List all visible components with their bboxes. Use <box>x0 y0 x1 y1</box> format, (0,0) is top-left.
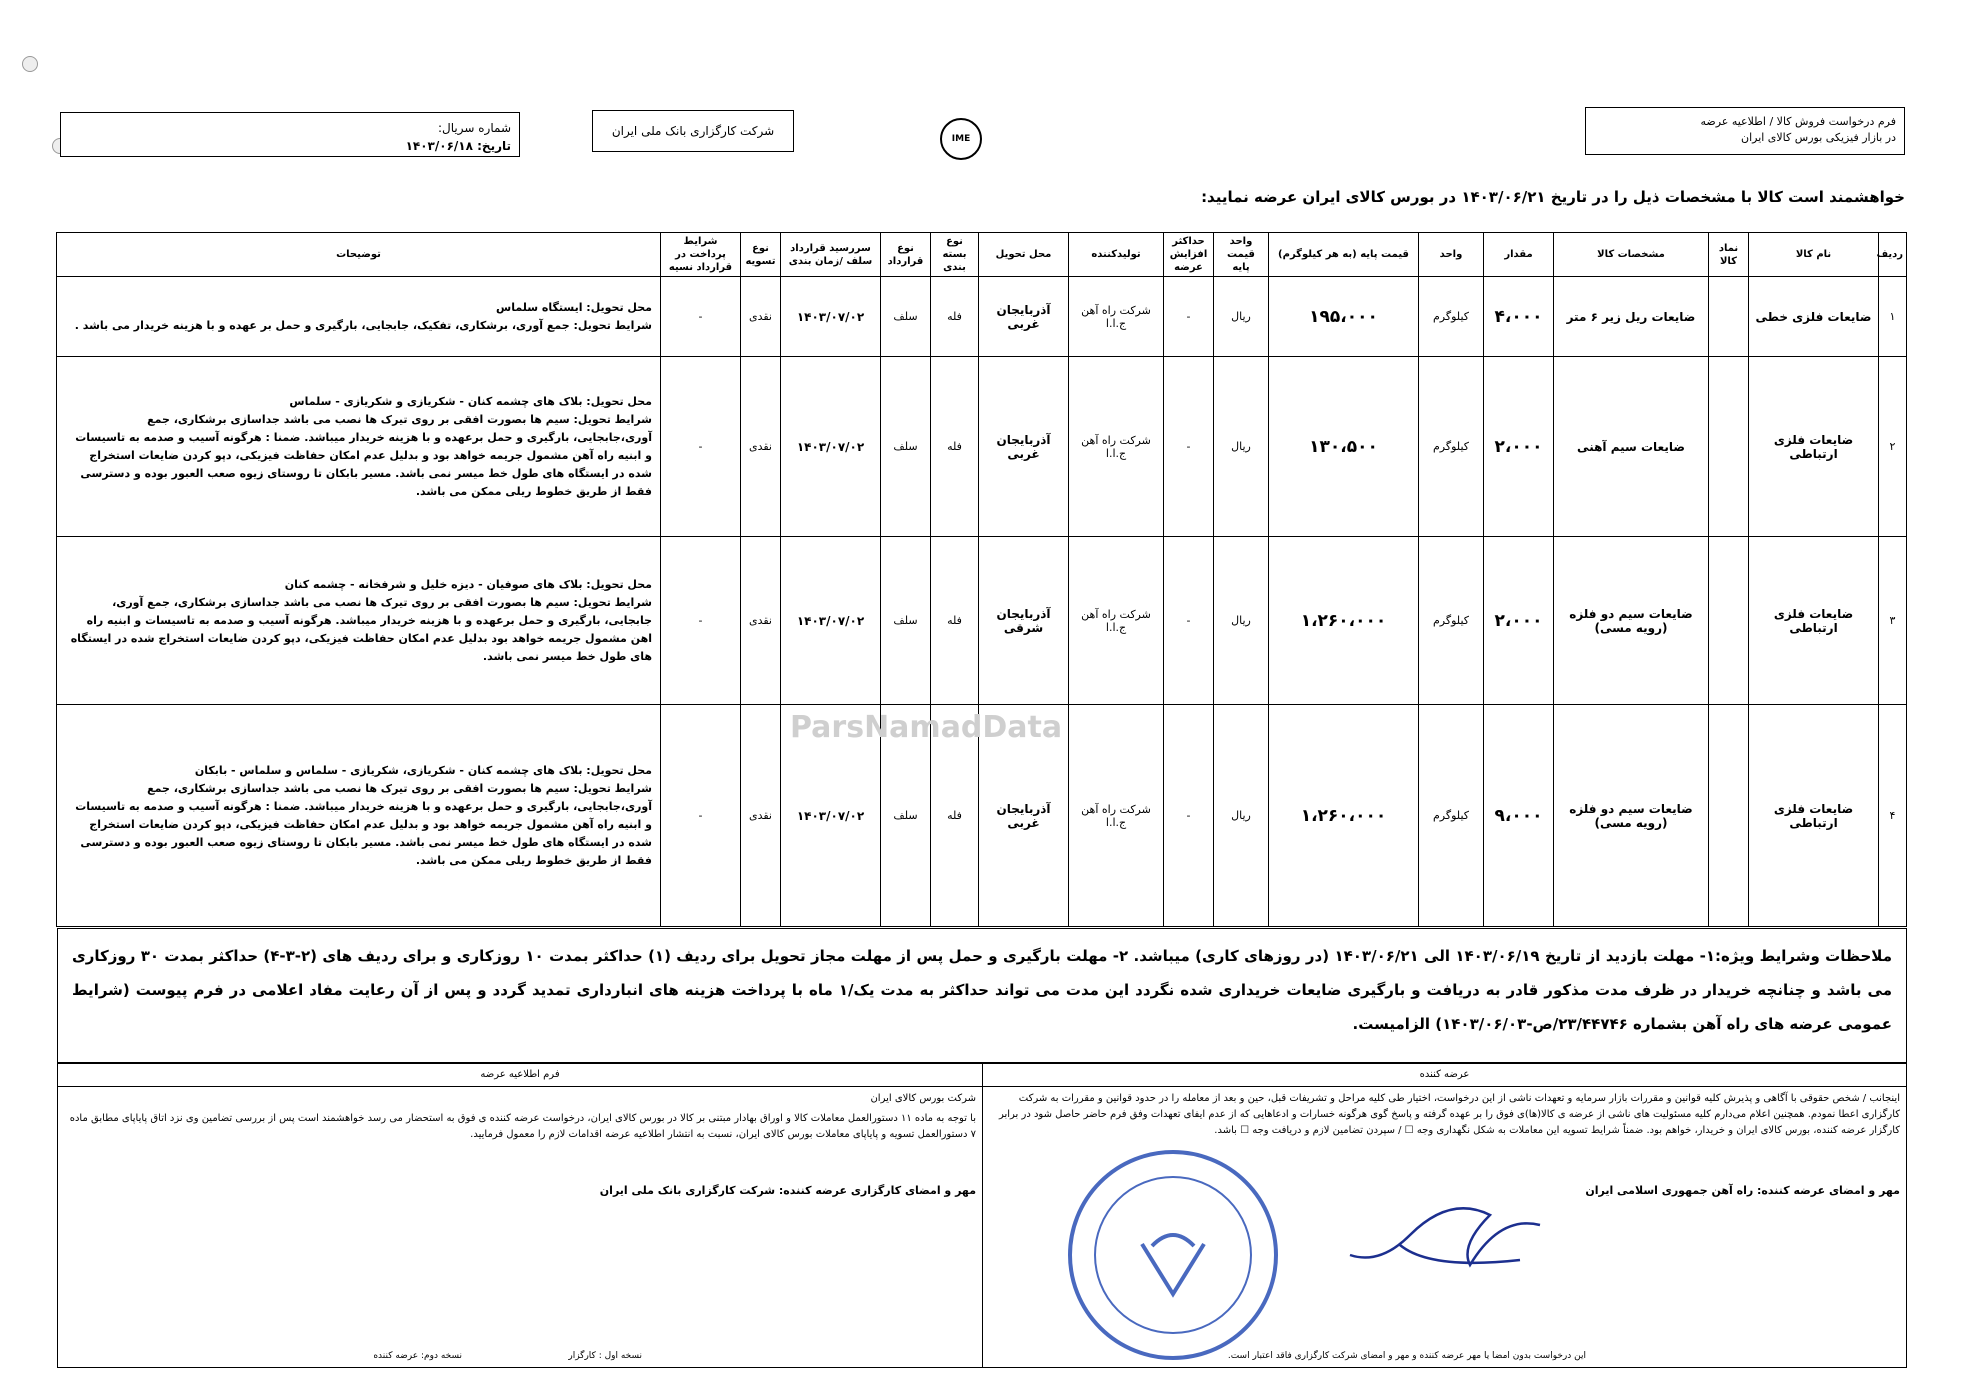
cell-no: ۲ <box>1879 357 1907 537</box>
column-header: نوع بسته بندی <box>931 233 979 277</box>
column-header: واحد <box>1419 233 1484 277</box>
cell-qty: ۲،۰۰۰ <box>1484 537 1554 705</box>
cell-delivery: آذربایجان غربی <box>979 277 1069 357</box>
column-header: نماد کالا <box>1709 233 1749 277</box>
cell-desc: محل تحویل: بلاک های چشمه کنان - شکریازی و شکریازی - سلماس شرایط تحویل: سیم ها بصورت افقی بر روی تیرک ها نصب می باشد جداسازی برشکاری، جمع آوری،جابجایی، بارگیری و حمل برعهده و با هزینه خریدار میباشد. ضمنا : هرگونه آسیب و صدمه به تاسیسات و ابنیه راه آهن مشمول جریمه خواهد بود و بدلیل عدم امکان حفاظت فیزیکی، دپو کردن ضایعات استخراج شده در ایستگاه های طول خط میسر نمی باشد. مسیر بابکان تا روستای زیوه صعب العبور بوده و دسترسی فقط از طریق خطوط ریلی ممکن می باشد. <box>57 357 661 537</box>
cell-spec: ضایعات سیم دو فلزه (رویه مسی) <box>1554 705 1709 927</box>
cell-spec: ضایعات سیم آهنی <box>1554 357 1709 537</box>
cell-name: ضایعات فلزی ارتباطی <box>1749 537 1879 705</box>
cell-settle: نقدی <box>741 705 781 927</box>
column-header: محل تحویل <box>979 233 1069 277</box>
cell-delivery: آذربایجان غربی <box>979 705 1069 927</box>
exchange-logo: IME <box>940 118 982 160</box>
special-notes: ملاحظات وشرایط ویژه:۱- مهلت بازدید از تاریخ ۱۴۰۳/۰۶/۱۹ الی ۱۴۰۳/۰۶/۲۱ (در روزهای کاری) میباشد. ۲- مهلت بارگیری و حمل پس از مهلت مجاز تحویل برای ردیف (۱) حداکثر بمدت ۱۰ روزکاری و برای ردیف های (۲-۳-۴) حداکثر بمدت ۳۰ روزکاری می باشد و چنانچه خریدار در ظرف مدت مذکور قادر به دریافت و بارگیری ضایعات خریداری شده نگردد این مدت می تواند حداکثر به مدت یک/۱ ماه با پرداخت هزینه های انبارداری تمدید گردد و پس از آن رعایت مفاد اعلامی در فرم پیوست (شرایط عمومی عرضه های راه آهن بشماره ۲۳/۴۴۷۴۶/ص-۱۴۰۳/۰۶/۰۳) الزامیست. <box>57 928 1907 1063</box>
cell-contract: سلف <box>881 277 931 357</box>
cell-qty: ۹،۰۰۰ <box>1484 705 1554 927</box>
cell-symbol <box>1709 277 1749 357</box>
cell-price_unit: ریال <box>1214 357 1269 537</box>
column-header: نوع تسویه <box>741 233 781 277</box>
cell-name: ضایعات فلزی خطی <box>1749 277 1879 357</box>
column-header: ردیف <box>1879 233 1907 277</box>
seller-footnote: این درخواست بدون امضا یا مهر عرضه کننده و مهر و امضای شرکت کارگزاری فاقد اعتبار است. <box>1227 1351 1586 1361</box>
column-header: نام کالا <box>1749 233 1879 277</box>
cell-max_inc: - <box>1164 277 1214 357</box>
notice-title: فرم اطلاعیه عرضه <box>58 1064 982 1087</box>
cell-producer: شرکت راه آهن ج.ا.ا <box>1069 537 1164 705</box>
table-row <box>57 537 1907 705</box>
copy1-label: نسخه اول : کارگزار <box>568 1351 642 1361</box>
cell-symbol <box>1709 705 1749 927</box>
seller-signature-label: مهر و امضای عرضه کننده: راه آهن جمهوری اسلامی ایران <box>1585 1184 1900 1197</box>
notice-panel <box>58 1064 982 1367</box>
cell-pack: فله <box>931 705 979 927</box>
official-stamp <box>1068 1150 1278 1360</box>
column-header: شرایط پرداخت در قرارداد نسیه <box>661 233 741 277</box>
cell-contract: سلف <box>881 537 931 705</box>
cell-price_unit: ریال <box>1214 537 1269 705</box>
cell-producer: شرکت راه آهن ج.ا.ا <box>1069 277 1164 357</box>
punch-hole <box>22 56 38 72</box>
request-text: خواهشمند است کالا با مشخصات ذیل را در تاریخ ۱۴۰۳/۰۶/۲۱ در بورس کالای ایران عرضه نمایید: <box>1201 188 1905 206</box>
broker-name-box <box>592 110 794 152</box>
cell-price: ۱،۲۶۰،۰۰۰ <box>1269 705 1419 927</box>
date-label: تاریخ: ۱۴۰۳/۰۶/۱۸ <box>405 139 511 153</box>
cell-price: ۱۳۰،۵۰۰ <box>1269 357 1419 537</box>
cell-name: ضایعات فلزی ارتباطی <box>1749 357 1879 537</box>
cell-producer: شرکت راه آهن ج.ا.ا <box>1069 357 1164 537</box>
column-header: تولیدکننده <box>1069 233 1164 277</box>
cell-settle: نقدی <box>741 537 781 705</box>
column-header: قیمت پایه (به هر کیلوگرم) <box>1269 233 1419 277</box>
cell-qty: ۲،۰۰۰ <box>1484 357 1554 537</box>
cell-desc: محل تحویل: ایستگاه سلماس شرایط تحویل: جمع آوری، برشکاری، تفکیک، جابجایی، بارگیری و حمل بر عهده و با هزینه خریدار می باشد . <box>57 277 661 357</box>
cell-max_inc: - <box>1164 357 1214 537</box>
cell-no: ۱ <box>1879 277 1907 357</box>
cell-delivery: آذربایجان غربی <box>979 357 1069 537</box>
column-header: مشخصات کالا <box>1554 233 1709 277</box>
signature <box>1340 1175 1560 1285</box>
column-header: نوع قرارداد <box>881 233 931 277</box>
watermark: ParsNamadData <box>790 710 1063 745</box>
cell-desc: محل تحویل: بلاک های چشمه کنان - شکریازی، شکریازی - سلماس و سلماس - بابکان شرایط تحویل: سیم ها بصورت افقی بر روی تیرک ها نصب می باشد جداسازی برشکاری، جمع آوری،جابجایی، بارگیری و حمل برعهده و با هزینه خریدار میباشد. ضمنا : هرگونه آسیب و صدمه به تاسیسات و ابنیه راه آهن مشمول جریمه خواهد بود و بدلیل عدم امکان حفاظت فیزیکی، دپو کردن ضایعات استخراج شده در ایستگاه های طول خط میسر نمی باشد. مسیر بابکان تا روستای زیوه صعب العبور بوده و دسترسی فقط از طریق خطوط ریلی ممکن می باشد. <box>57 705 661 927</box>
cell-delivery: آذربایجان شرقی <box>979 537 1069 705</box>
column-header: واحد قیمت پایه <box>1214 233 1269 277</box>
broker-signature-label: مهر و امضای کارگزاری عرضه کننده: شرکت کارگزاری بانک ملی ایران <box>599 1184 976 1197</box>
signature-section <box>57 1063 1907 1368</box>
cell-symbol <box>1709 357 1749 537</box>
cell-price: ۱،۲۶۰،۰۰۰ <box>1269 537 1419 705</box>
cell-no: ۳ <box>1879 537 1907 705</box>
table-header-row <box>57 233 1907 277</box>
cell-name: ضایعات فلزی ارتباطی <box>1749 705 1879 927</box>
cell-unit: کیلوگرم <box>1419 277 1484 357</box>
cell-due: ۱۴۰۳/۰۷/۰۲ <box>781 705 881 927</box>
table-row <box>57 277 1907 357</box>
broker-name: شرکت کارگزاری بانک ملی ایران <box>611 124 775 138</box>
stamp-emblem <box>1072 1154 1274 1356</box>
cell-desc: محل تحویل: بلاک های صوفیان - دیزه خلیل و شرفخانه - چشمه کنان شرایط تحویل: سیم ها بصورت افقی بر روی تیرک ها نصب می باشد جداسازی برشکاری، جمع آوری، جابجایی، بارگیری و حمل برعهده و با هزینه خریدار میباشد. هرگونه آسیب و صدمه به تاسیسات و ابنیه راه اهن مشمول جریمه خواهد بود بدلیل عدم امکان حفاظت فیزیکی، دپو کردن ضایعات استخراج شده در ایستگاه های طول خط میسر نمی باشد. <box>57 537 661 705</box>
cell-qty: ۴،۰۰۰ <box>1484 277 1554 357</box>
cell-due: ۱۴۰۳/۰۷/۰۲ <box>781 537 881 705</box>
cell-symbol <box>1709 537 1749 705</box>
cell-settle: نقدی <box>741 277 781 357</box>
form-title-box <box>1585 107 1905 155</box>
serial-label: شماره سریال: <box>438 121 511 135</box>
column-header: توضیحات <box>57 233 661 277</box>
seller-title: عرضه کننده <box>983 1064 1906 1087</box>
cell-due: ۱۴۰۳/۰۷/۰۲ <box>781 357 881 537</box>
cell-unit: کیلوگرم <box>1419 537 1484 705</box>
cell-pay: - <box>661 705 741 927</box>
form-title-line2: در بازار فیزیکی بورس کالای ایران <box>1740 131 1896 144</box>
cell-pack: فله <box>931 277 979 357</box>
cell-pack: فله <box>931 537 979 705</box>
cell-pack: فله <box>931 357 979 537</box>
copy2-label: نسخه دوم: عرضه کننده <box>373 1351 462 1361</box>
cell-pay: - <box>661 277 741 357</box>
cell-pay: - <box>661 537 741 705</box>
cell-contract: سلف <box>881 705 931 927</box>
cell-price: ۱۹۵،۰۰۰ <box>1269 277 1419 357</box>
notice-text: با توجه به ماده ۱۱ دستورالعمل معاملات کالا و اوراق بهادار مبتنی بر کالا در بورس کالای ایران، درخواست عرضه کننده ی فوق به استحضار می رسد خواهشمند است پس از بررسی تضامین وی نزد اتاق پایاپای مطابق ماده ۷ دستورالعمل تسویه و پایاپای معاملات بورس کالای ایران، نسبت به انتشار اطلاعیه عرضه اقدامات لازم را معمول فرمایید. <box>69 1113 976 1140</box>
cell-unit: کیلوگرم <box>1419 357 1484 537</box>
table-row <box>57 357 1907 537</box>
cell-unit: کیلوگرم <box>1419 705 1484 927</box>
cell-price_unit: ریال <box>1214 277 1269 357</box>
column-header: سررسید قرارداد سلف /زمان بندی <box>781 233 881 277</box>
cell-due: ۱۴۰۳/۰۷/۰۲ <box>781 277 881 357</box>
column-header: مقدار <box>1484 233 1554 277</box>
cell-contract: سلف <box>881 357 931 537</box>
cell-spec: ضایعات ریل زیر ۶ متر <box>1554 277 1709 357</box>
cell-pay: - <box>661 357 741 537</box>
cell-max_inc: - <box>1164 705 1214 927</box>
notice-addressee: شرکت بورس کالای ایران <box>870 1093 976 1104</box>
seller-declaration: اینجانب / شخص حقوقی با آگاهی و پذیرش کلیه قوانین و مقررات بازار سرمایه و تعهدات ناشی از این درخواست، اختیار طی کلیه مراحل و تشریفات قبل، حین و بعد از معامله را در حدود قوانین و مقررات به شرکت کارگزاری اعطا نمودم. همچنین اعلام می‌دارم کلیه مسئولیت های ناشی از عرضه ی کالا(ها)ی فوق را بر عهده گرفته و پاسخ گوی هرگونه خسارات و ادعاهایی که از عدم ایفای تعهدات وفق فرم حاضر حاصل شود در برابر کارگزار عرضه کننده، بورس کالای ایران و خریدار، خواهم بود. ضمناً شرایط تسویه این معاملات به شکل نگهداری وجه ☐ / سپردن تضامین لازم و دریافت وجه ☐ باشد. <box>998 1093 1900 1136</box>
serial-date-box <box>60 112 520 157</box>
cell-price_unit: ریال <box>1214 705 1269 927</box>
cell-no: ۴ <box>1879 705 1907 927</box>
cell-settle: نقدی <box>741 357 781 537</box>
cell-producer: شرکت راه آهن ج.ا.ا <box>1069 705 1164 927</box>
cell-max_inc: - <box>1164 537 1214 705</box>
form-title-line1: فرم درخواست فروش کالا / اطلاعیه عرضه <box>1700 115 1896 128</box>
cell-spec: ضایعات سیم دو فلزه (رویه مسی) <box>1554 537 1709 705</box>
offer-table <box>56 232 1907 927</box>
column-header: حداکثر افزایش عرضه <box>1164 233 1214 277</box>
